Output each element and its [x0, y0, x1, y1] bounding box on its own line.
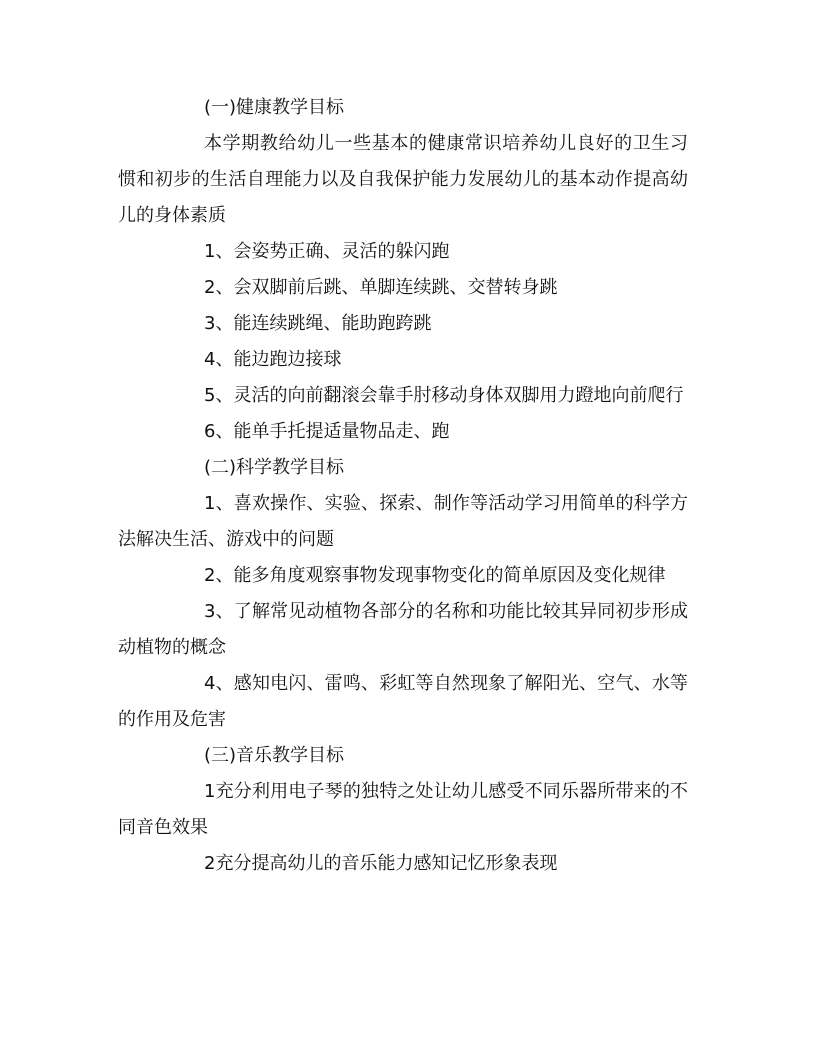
health-goal-5: 5、灵活的向前翻滚会靠手肘移动身体双脚用力蹬地向前爬行 — [204, 385, 684, 406]
section-heading-music: (三)音乐教学目标 — [204, 745, 345, 766]
section-heading-science: (二)科学教学目标 — [204, 457, 345, 478]
health-goal-6: 6、能单手托提适量物品走、跑 — [204, 421, 450, 442]
science-goal-2: 2、能多角度观察事物发现事物变化的简单原因及变化规律 — [204, 565, 666, 586]
section-heading-health: (一)健康教学目标 — [204, 97, 345, 118]
science-goal-3: 3、了解常见动植物各部分的名称和功能比较其异同初步形成动植物的概念 — [118, 601, 688, 658]
music-goal-2: 2充分提高幼儿的音乐能力感知记忆形象表现 — [204, 853, 558, 874]
music-goal-1: 1充分利用电子琴的独特之处让幼儿感受不同乐器所带来的不同音色效果 — [118, 781, 688, 838]
document-body — [118, 90, 688, 882]
health-intro-paragraph: 本学期教给幼儿一些基本的健康常识培养幼儿良好的卫生习惯和初步的生活自理能力以及自我保护能力发展幼儿的基本动作提高幼儿的身体素质 — [118, 133, 688, 226]
health-goal-1: 1、会姿势正确、灵活的躲闪跑 — [204, 241, 450, 262]
science-goal-1: 1、喜欢操作、实验、探索、制作等活动学习用简单的科学方法解决生活、游戏中的问题 — [118, 493, 688, 550]
science-goal-4: 4、感知电闪、雷鸣、彩虹等自然现象了解阳光、空气、水等的作用及危害 — [118, 673, 688, 730]
health-goal-2: 2、会双脚前后跳、单脚连续跳、交替转身跳 — [204, 277, 558, 298]
health-goal-3: 3、能连续跳绳、能助跑跨跳 — [204, 313, 432, 334]
health-goal-4: 4、能边跑边接球 — [204, 349, 342, 370]
